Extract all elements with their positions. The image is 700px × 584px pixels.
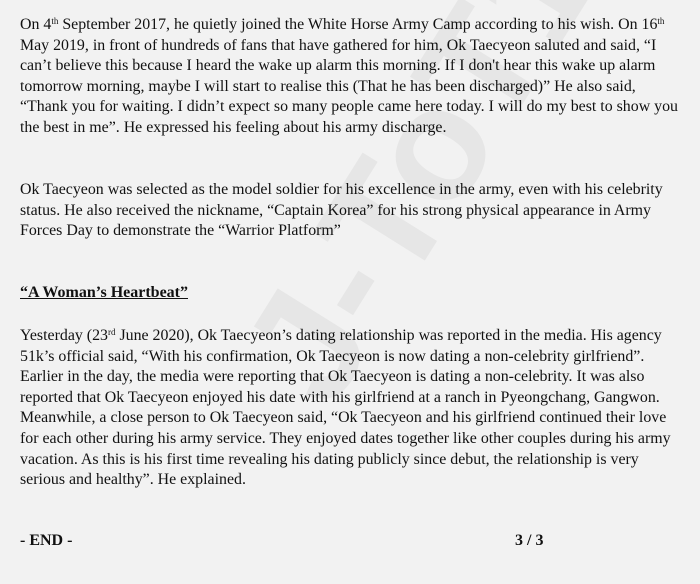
end-marker: - END - [20, 532, 73, 549]
superscript: rd [107, 327, 116, 337]
text-span: June 2020), Ok Taecyeon’s dating relationship was reported in the media. His agency 51k’s official said, “With his confirmation, Ok Taecyeon is now dating a non-celebrity girlfriend”. Earlier in the day, the media were reporting that Ok Taecyeon is dating a non-celebrity. It was also reported that Ok Taecyeon enjoyed his date with his girlfriend at a ranch in Pyeongchang, Gangwon. Meanwhile, a close person to Ok Taecyeon said, “Ok Taecyeon and his girlfriend continued their love for each other during his army service. They enjoyed dates together like other couples during his army vacation. As this is his first time revealing his dating publicly since debut, the relationship is very serious and healthy”. He explained. [20, 327, 671, 489]
paragraph-model-soldier: Ok Taecyeon was selected as the model soldier for his excellence in the army, even with his celebrity status. He also received the nickname, “Captain Korea” for his strong physical appearance in Army Forces Day to demonstrate the “Warrior Platform” [20, 181, 663, 240]
text-span: September 2017, he quietly joined the White Horse Army Camp according to his wish. On 16 [58, 16, 658, 33]
superscript: th [657, 16, 665, 26]
page-number: 3 / 3 [515, 532, 544, 549]
text-span: On 4 [20, 16, 52, 33]
paragraph-discharge [20, 15, 682, 139]
paragraph-dating [20, 326, 682, 491]
text-span: May 2019, in front of hundreds of fans that have gathered for him, Ok Taecyeon saluted and said, “I can’t believe this because I heard the wake up alarm this morning. If I don't hear this wake up alarm tomorrow morning, maybe I will start to realise this (That he has been discharged)” He also said, “Thank you for waiting. I didn’t expect so many people came here today. I will do my best to show you the best in me”. He expressed his feeling about his army discharge. [20, 36, 678, 136]
section-heading: “A Woman’s Heartbeat” [20, 284, 188, 301]
text-span: Yesterday (23 [20, 327, 108, 344]
superscript: th [51, 16, 59, 26]
